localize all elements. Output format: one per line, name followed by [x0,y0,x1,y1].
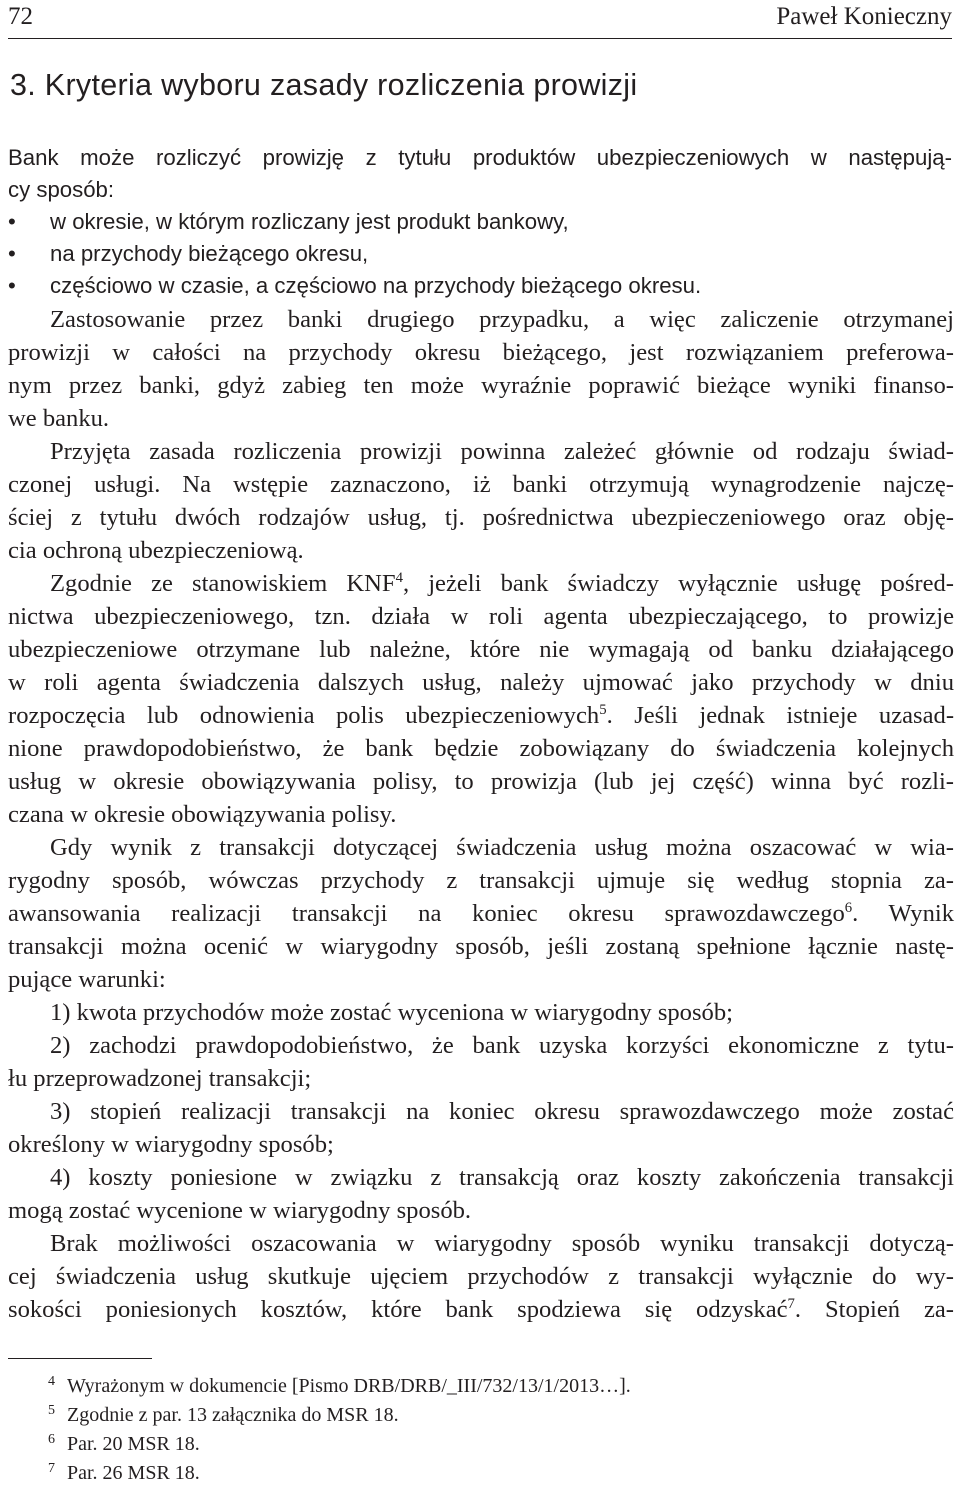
running-header [8,0,952,40]
footnote-number: 7 [48,1461,55,1476]
body-line: transakcji można ocenić w wiarygodny sposób, jeśli zostaną spełnione łącznie nastę- [8,933,954,960]
running-header-author: Paweł Konieczny [776,3,952,30]
bullet-item [8,205,952,239]
body-text-run: , jeżeli bank świadczy wyłącznie usługę pośred- [402,570,954,597]
footnote-text: Par. 20 MSR 18. [67,1433,200,1455]
body-line: prowizji w całości na przychody okresu bieżącego, jest rozwiązaniem preferowa- [8,339,954,366]
footnote-number: 5 [48,1403,55,1418]
body-line [8,1293,954,1326]
bullet-item [8,269,952,303]
body-line: we banku. [8,405,110,432]
body-line: w roli agenta świadczenia dalszych usług, należy ujmować jako przychody w dniu [8,669,954,696]
bullet-item [8,237,952,271]
footnote-ref[interactable]: 6 [844,899,853,916]
body-line: rygodny sposób, wówczas przychody z transakcji ujmuje się według stopnia za- [8,867,954,894]
footnote [8,1430,952,1458]
body-text-run: sokości poniesionych kosztów, które bank spodziewa się odzyskać [8,1296,788,1323]
condition-item: mogą zostać wycenione w wiarygodny sposób. [8,1197,472,1224]
footnote-ref[interactable]: 5 [599,701,607,718]
footnote [8,1372,952,1400]
footnote-text: Par. 26 MSR 18. [67,1462,200,1484]
intro-line: Bank może rozliczyć prowizję z tytułu produktów ubezpieczeniowych w następują- [8,145,952,170]
condition-item: 2) zachodzi prawdopodobieństwo, że bank uzyska korzyści ekonomiczne z tytu- [50,1032,954,1059]
body-line: nym przez banki, gdyż zabieg ten może wyraźnie poprawić bieżące wyniki finanso- [8,372,954,399]
body-line: cia ochroną ubezpieczeniową. [8,537,304,564]
condition-item: 1) kwota przychodów może zostać wyceniona w wiarygodny sposób; [50,999,733,1026]
body-line [8,699,954,732]
body-line: ściej z tytułu dwóch rodzajów usług, tj. pośrednictwa ubezpieczeniowego oraz obję- [8,504,954,531]
footnote-number: 4 [48,1374,55,1389]
body-text-run: rozpoczęcia lub odnowienia polis ubezpieczeniowych [8,702,600,729]
body-text-run: . Stopień za- [794,1296,954,1323]
footnote-ref[interactable]: 4 [395,569,403,586]
body-line: usług w okresie obowiązywania polisy, to prowizja (lub jej część) winna być rozli- [8,768,954,795]
bullet-text: w okresie, w którym rozliczany jest produkt bankowy, [50,209,569,234]
footnote [8,1459,952,1487]
body-line: nictwa ubezpieczeniowego, tzn. działa w roli agenta ubezpieczającego, to prowizje [8,603,954,630]
body-line [8,567,954,600]
body-line: pujące warunki: [8,966,166,993]
body-line: ubezpieczeniowe otrzymane lub należne, które nie wymagają od banku działającego [8,636,954,663]
bullet-marker: • [8,273,16,298]
body-text-run: awansowania realizacji transakcji na koniec okresu sprawozdawczego [8,900,845,927]
footnote-separator [8,1358,152,1359]
footnote-number: 6 [48,1432,55,1447]
condition-item: 3) stopień realizacji transakcji na koniec okresu sprawozdawczego może zostać [50,1098,954,1125]
bullet-marker: • [8,241,16,266]
bullet-marker: • [8,209,16,234]
body-text-run: . Jeśli jednak istnieje uzasad- [606,702,955,729]
body-line: czonej usługi. Na wstępie zaznaczono, iż banki otrzymują wynagrodzenie najczę- [8,471,954,498]
page-number: 72 [8,3,33,30]
body-line: Brak możliwości oszacowania w wiarygodny sposób wyniku transakcji dotyczą- [50,1230,954,1257]
body-line [8,897,954,930]
intro-line: cy sposób: [8,177,115,202]
body-line: Przyjęta zasada rozliczenia prowizji powinna zależeć głównie od rodzaju świad- [50,438,954,465]
condition-item: określony w wiarygodny sposób; [8,1131,334,1158]
section-title: 3. Kryteria wyboru zasady rozliczenia prowizji [10,68,638,102]
condition-item: 4) koszty poniesione w związku z transakcją oraz koszty zakończenia transakcji [50,1164,954,1191]
footnote [8,1401,952,1429]
condition-item: łu przeprowadzonej transakcji; [8,1065,312,1092]
body-line: cej świadczenia usług skutkuje ujęciem przychodów z transakcji wyłącznie do wy- [8,1263,954,1290]
footnote-text: Zgodnie z par. 13 załącznika do MSR 18. [67,1404,399,1426]
body-line: nione prawdopodobieństwo, że bank będzie zobowiązany do świadczenia kolejnych [8,735,954,762]
footnote-text: Wyrażonym w dokumencie [Pismo DRB/DRB/_III/732/13/1/2013…]. [67,1375,631,1397]
body-line: czana w okresie obowiązywania polisy. [8,801,397,828]
body-text-run: . Wynik [852,900,955,927]
bullet-text: częściowo w czasie, a częściowo na przychody bieżącego okresu. [50,273,702,298]
body-text-run: Zgodnie ze stanowiskiem KNF [50,570,396,597]
body-line: Gdy wynik z transakcji dotyczącej świadczenia usług można oszacować w wia- [50,834,954,861]
footnote-ref[interactable]: 7 [787,1295,795,1312]
header-rule [8,38,952,39]
body-line: Zastosowanie przez banki drugiego przypadku, a więc zaliczenie otrzymanej [50,306,954,333]
bullet-text: na przychody bieżącego okresu, [50,241,369,266]
